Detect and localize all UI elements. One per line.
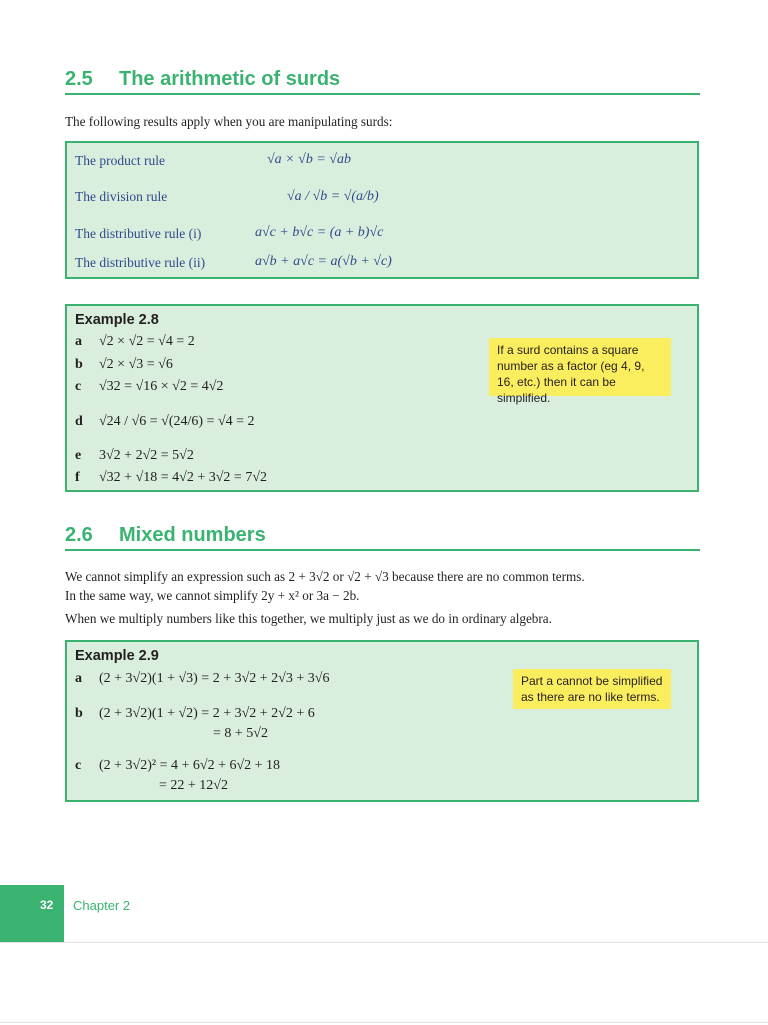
rule-formula-product: √a × √b = √ab [267,152,351,167]
rule-formula-division: √a / √b = √(a/b) [287,189,379,204]
section-number: 2.5 [65,68,93,90]
item-label: b [75,357,83,372]
item-math: √32 = √16 × √2 = 4√2 [99,379,224,394]
item-label: c [75,379,82,394]
example-item [75,448,194,464]
chapter-label: Chapter 2 [73,898,131,913]
example-item [75,470,267,486]
rule-name-distributive-1: The distributive rule (i) [75,226,202,241]
item-continuation: = 8 + 5√2 [213,726,268,741]
mixed-para-line-1: We cannot simplify an expression such as 2 + 3√2 or √2 + √3 because there are no common terms. [65,569,585,584]
item-label: a [75,334,82,349]
example-item [75,671,329,687]
section-title: Mixed numbers [119,524,266,546]
item-math: (2 + 3√2)² = 4 + 6√2 + 6√2 + 18 [99,758,281,773]
rule-name-product: The product rule [75,153,165,168]
hint-note: If a surd contains a square number as a factor (eg 4, 9, 16, etc.) then it can be simplified. [489,338,671,396]
section-number: 2.6 [65,524,93,546]
item-math: 3√2 + 2√2 = 5√2 [99,448,194,463]
item-label: e [75,448,82,463]
item-math: (2 + 3√2)(1 + √2) = 2 + 3√2 + 2√2 + 6 [99,706,315,721]
example-item [75,334,195,350]
example-item [75,706,315,722]
item-math: √2 × √2 = √4 = 2 [99,334,195,349]
example-item [75,414,255,430]
section-title: The arithmetic of surds [119,68,341,90]
item-continuation: = 22 + 12√2 [159,778,228,793]
item-label: b [75,706,83,721]
surd-rules-box [65,141,699,279]
example-title: Example 2.9 [75,648,159,664]
item-math: √24 / √6 = √(24/6) = √4 = 2 [99,414,255,429]
rule-formula-distributive-2: a√b + a√c = a(√b + √c) [255,254,392,269]
rule-name-distributive-2: The distributive rule (ii) [75,255,206,270]
item-math: √32 + √18 = 4√2 + 3√2 = 7√2 [99,470,267,485]
item-math: √2 × √3 = √6 [99,357,173,372]
mixed-para-line-2: In the same way, we cannot simplify 2y + x² or 3a − 2b. [65,588,360,603]
example-title: Example 2.8 [75,312,159,328]
example-item [75,758,280,774]
mixed-para-2: When we multiply numbers like this together, we multiply just as we do in ordinary algebra. [65,611,552,626]
example-2-8-box [65,304,699,492]
section-heading-2-6 [65,524,700,551]
item-label: c [75,758,82,773]
footer-tab [0,885,64,942]
bottom-divider [0,1022,768,1023]
example-item [75,357,173,373]
example-2-9-box [65,640,699,802]
item-math: (2 + 3√2)(1 + √3) = 2 + 3√2 + 2√3 + 3√6 [99,671,330,686]
item-label: a [75,671,82,686]
item-label: d [75,414,83,429]
page-number: 32 [40,898,54,912]
item-label: f [75,470,80,485]
rule-formula-distributive-1: a√c + b√c = (a + b)√c [255,225,384,240]
section-intro: The following results apply when you are manipulating surds: [65,114,393,129]
section-heading-2-5 [65,68,700,95]
example-item [75,379,223,395]
rule-name-division: The division rule [75,189,168,204]
page-bottom-margin [0,942,768,1025]
hint-note: Part a cannot be simplified as there are no like terms. [513,669,671,709]
